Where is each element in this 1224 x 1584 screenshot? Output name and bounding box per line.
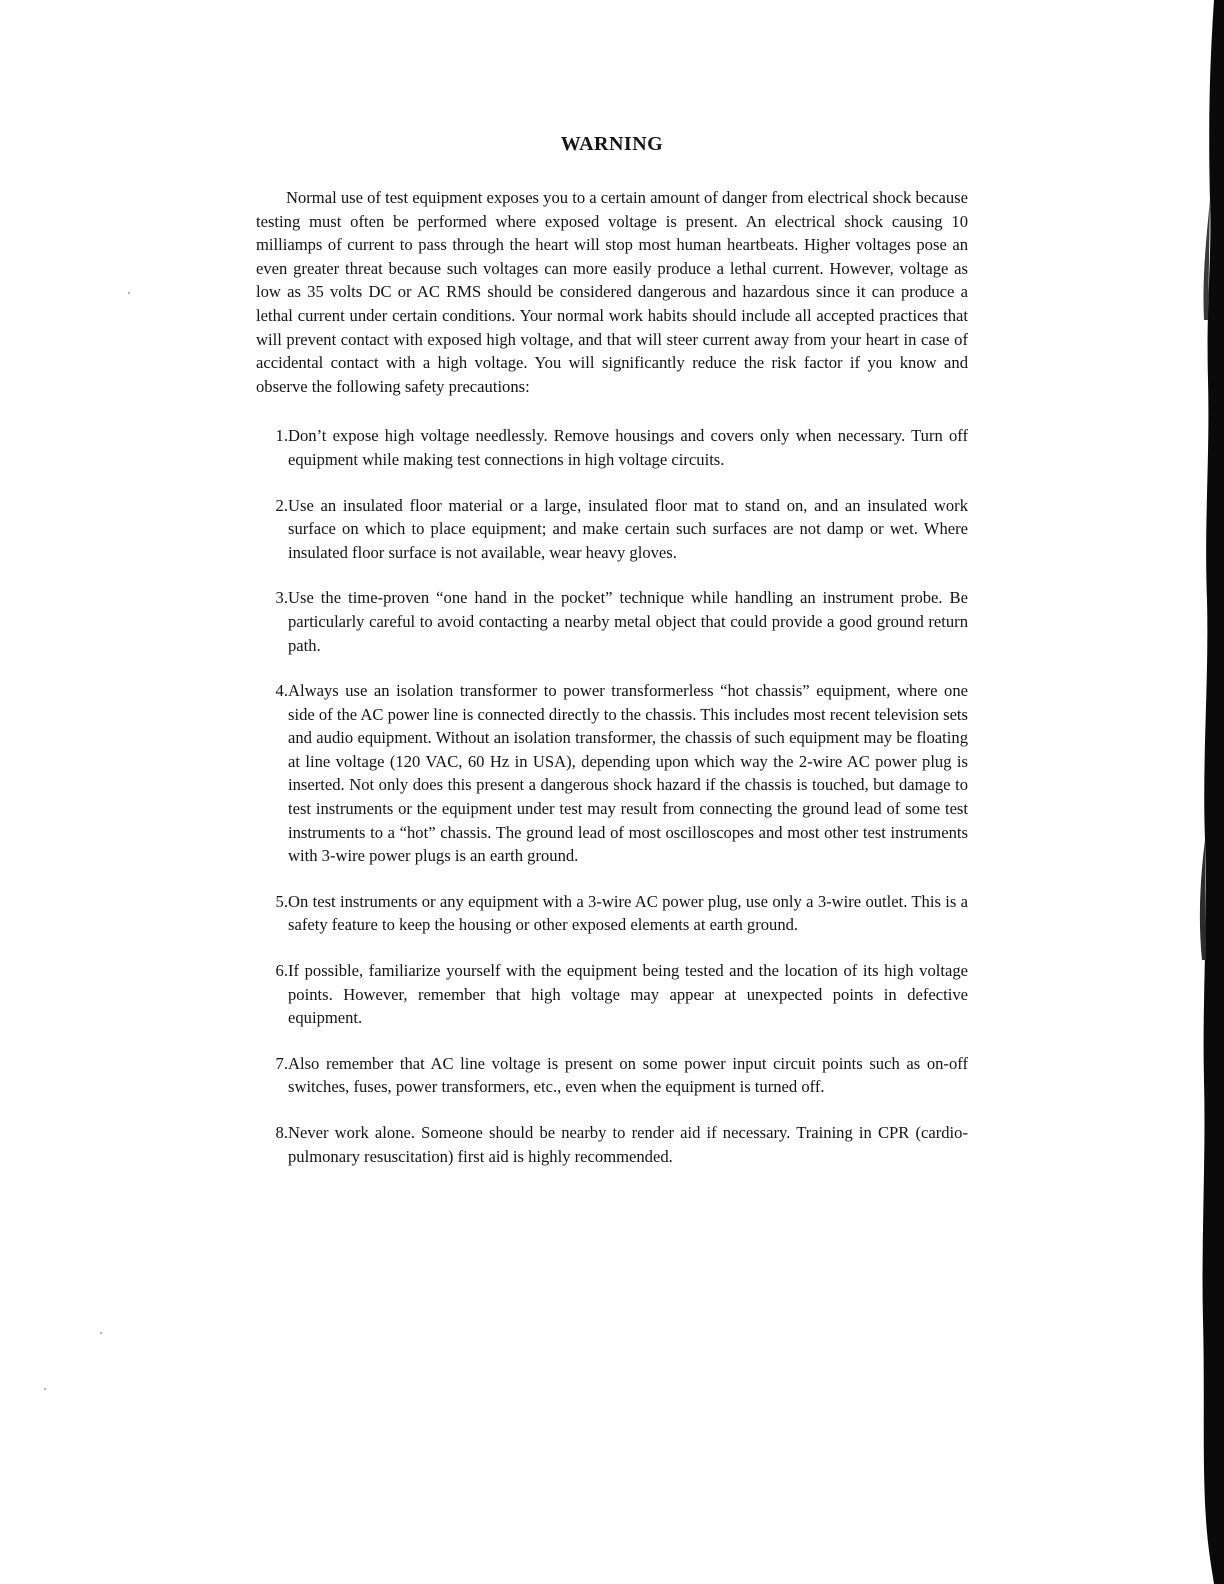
list-item-text: Use the time-proven “one hand in the pocket” technique while handling an instrument probe. Be particularly careful to avoid contacting a nearby metal object that could provide a good ground return path. xyxy=(288,588,968,655)
scan-speck xyxy=(44,1388,46,1390)
list-item-text: Never work alone. Someone should be nearby to render aid if necessary. Training in CPR (cardio-pulmonary resuscitation) first aid is highly recommended. xyxy=(288,1123,968,1166)
list-item-text: Don’t expose high voltage needlessly. Remove housings and covers only when necessary. Turn off equipment while making test connections in high voltage circuits. xyxy=(288,426,968,469)
precautions-list xyxy=(256,424,968,1168)
list-item-text: If possible, familiarize yourself with the equipment being tested and the location of its high voltage points. However, remember that high voltage may appear at unexpected points in defective equipment. xyxy=(288,961,968,1028)
list-item-text: Use an insulated floor material or a large, insulated floor mat to stand on, and an insulated work surface on which to place equipment; and make certain such surfaces are not damp or wet. Where insulated floor surface is not available, wear heavy gloves. xyxy=(288,495,968,562)
list-item-text: Also remember that AC line voltage is present on some power input circuit points such as on-off switches, fuses, power transformers, etc., even when the equipment is turned off. xyxy=(288,1053,968,1097)
list-item-number: 3. xyxy=(275,588,288,608)
list-item-number: 1. xyxy=(275,426,288,446)
list-item-number: 4. xyxy=(275,681,288,701)
list-item-number: 2. xyxy=(275,495,288,515)
list-item-number: 8. xyxy=(275,1123,288,1142)
list-item xyxy=(256,1052,968,1099)
list-item-number: 7. xyxy=(275,1053,288,1073)
page-title: WARNING xyxy=(560,133,664,155)
scanned-page-edge xyxy=(1152,0,1224,1584)
list-item xyxy=(256,586,968,657)
list-item xyxy=(256,959,968,1030)
list-item xyxy=(256,1121,968,1168)
list-item-number: 5. xyxy=(275,891,288,911)
intro-paragraph: Normal use of test equipment exposes you to a certain amount of danger from electrical shock because testing must often be performed where exposed voltage is present. An electrical shock causing 10 milliamps of current to pass through the heart will stop most human heartbeats. Higher voltages pose an even greater threat because such voltages can more easily produce a lethal current. However, voltage as low as 35 volts DC or AC RMS should be considered dangerous and hazardous since it can produce a lethal current under certain conditions. Your normal work habits should include all accepted practices that will prevent contact with exposed high voltage, and that will steer current away from your heart in case of accidental contact with a high voltage. You will significantly reduce the risk factor if you know and observe the following safety precautions: xyxy=(256,188,968,396)
list-item xyxy=(256,424,968,471)
list-item-text: On test instruments or any equipment with a 3-wire AC power plug, use only a 3-wire outlet. This is a safety feature to keep the housing or other exposed elements at earth ground. xyxy=(288,891,968,935)
list-item xyxy=(256,890,968,937)
list-item-text: Always use an isolation transformer to power transformerless “hot chassis” equipment, where one side of the AC power line is connected directly to the chassis. This includes most recent television sets and audio equipment. Without an isolation transformer, the chassis of such equipment may be floating at line voltage (120 VAC, 60 Hz in USA), depending upon which way the 2-wire AC power plug is inserted. Not only does this present a dangerous shock hazard if the chassis is touched, but damage to test instruments or the equipment under test may result from connecting the ground lead of some test instruments to a “hot” chassis. The ground lead of most oscilloscopes and most other test instruments with 3-wire power plugs is an earth ground. xyxy=(288,681,968,866)
scan-speck xyxy=(100,1332,102,1334)
document-body xyxy=(256,128,968,1190)
scan-speck xyxy=(128,292,130,294)
list-item xyxy=(256,494,968,565)
list-item xyxy=(256,679,968,868)
list-item-number: 6. xyxy=(275,961,288,981)
